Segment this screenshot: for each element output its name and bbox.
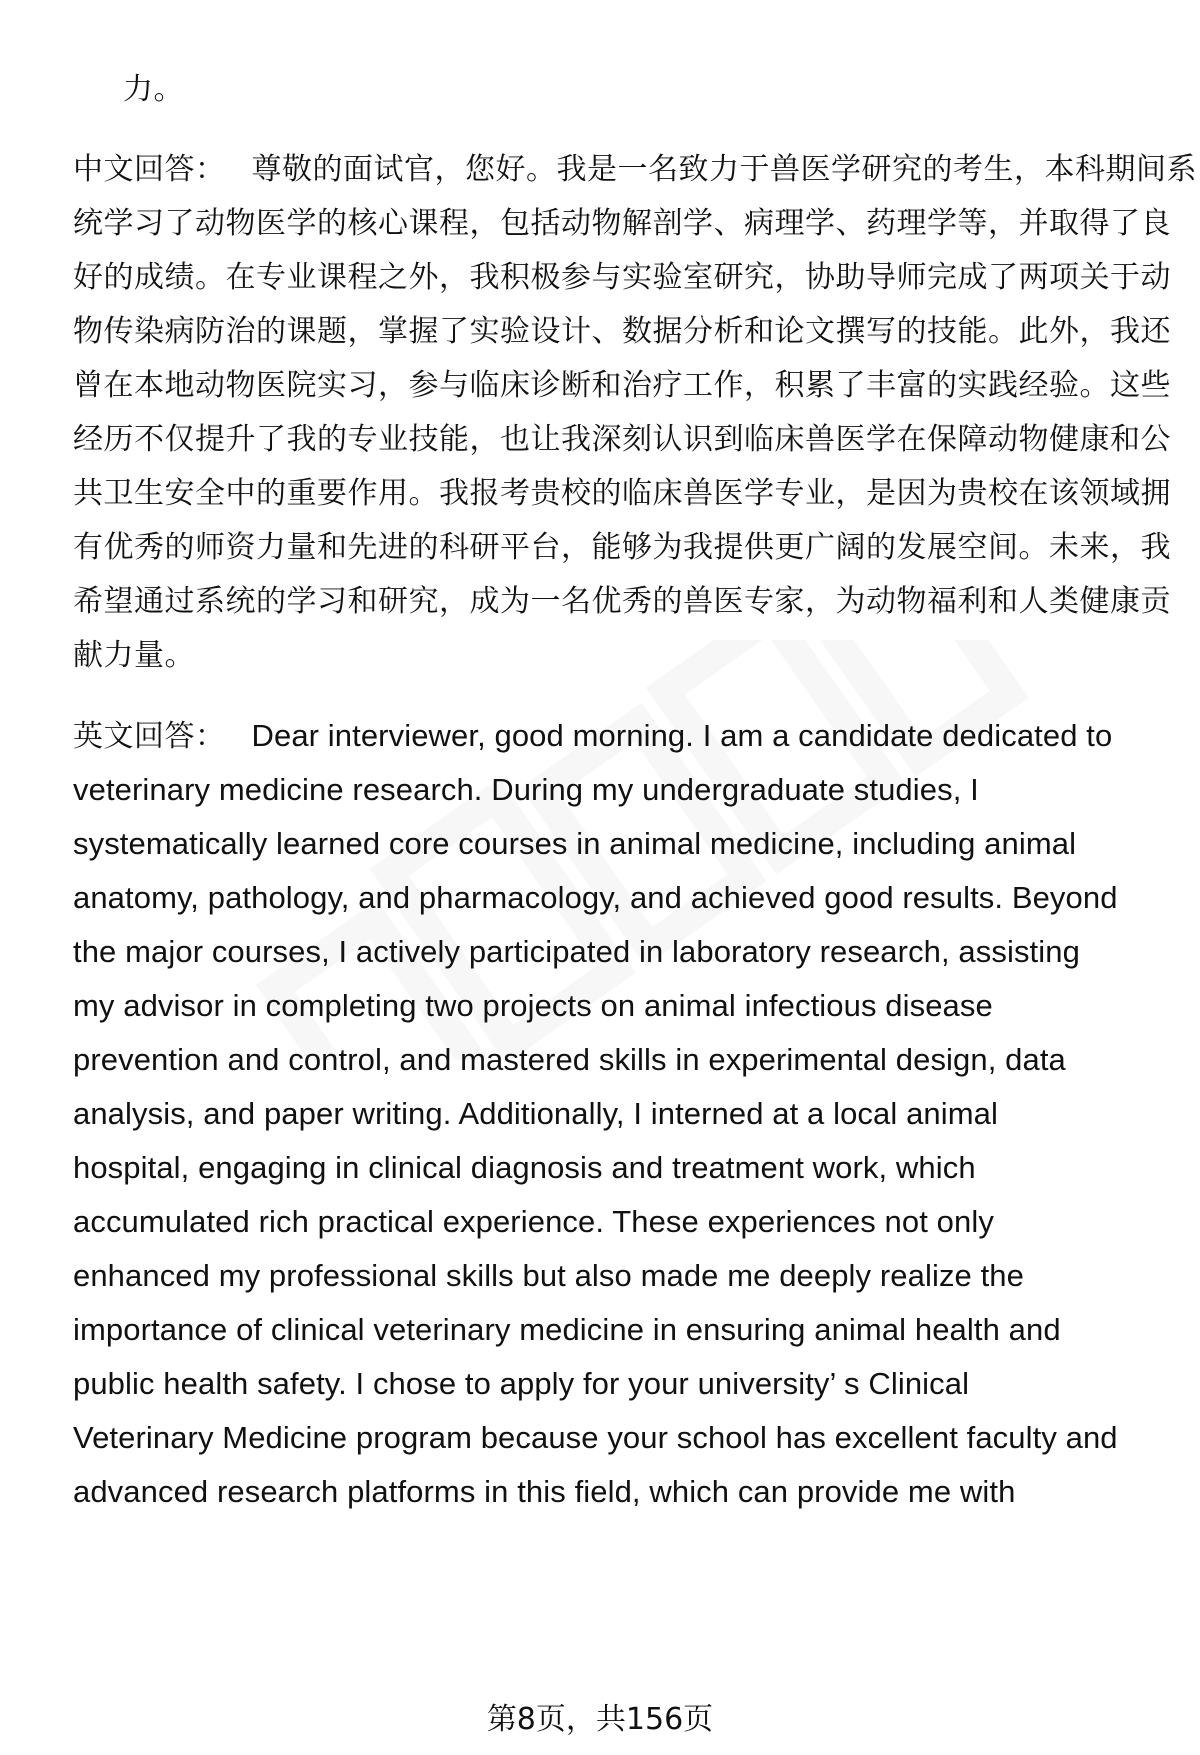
chinese-answer-line: 共卫生安全中的重要作用。我报考贵校的临床兽医学专业，是因为贵校在该领域拥 bbox=[73, 476, 1171, 511]
chinese-answer-line: 经历不仅提升了我的专业技能，也让我深刻认识到临床兽医学在保障动物健康和公 bbox=[73, 422, 1171, 457]
english-answer-line: advanced research platforms in this field, which can provide me with bbox=[73, 1474, 1016, 1509]
english-answer-line: prevention and control, and mastered skills in experimental design, data bbox=[73, 1042, 1066, 1077]
chinese-answer-line bbox=[73, 150, 1197, 190]
continuation-text: 力。 bbox=[123, 72, 184, 107]
english-answer-line: Veterinary Medicine program because your school has excellent faculty and bbox=[73, 1420, 1118, 1455]
chinese-answer-text: 尊敬的面试官，您好。我是一名致力于兽医学研究的考生，本科期间系 bbox=[251, 152, 1197, 187]
english-answer-line: hospital, engaging in clinical diagnosis and treatment work, which bbox=[73, 1150, 976, 1185]
page-number-footer: 第8页，共156页 bbox=[486, 1702, 714, 1737]
english-answer-line: enhanced my professional skills but also made me deeply realize the bbox=[73, 1258, 1024, 1293]
english-answer-line: importance of clinical veterinary medicine in ensuring animal health and bbox=[73, 1312, 1061, 1347]
chinese-answer-line: 统学习了动物医学的核心课程，包括动物解剖学、病理学、药理学等，并取得了良 bbox=[73, 206, 1171, 241]
english-answer-line: my advisor in completing two projects on animal infectious disease bbox=[73, 988, 993, 1023]
chinese-answer-line: 曾在本地动物医院实习，参与临床诊断和治疗工作，积累了丰富的实践经验。这些 bbox=[73, 368, 1171, 403]
english-answer-line: the major courses, I actively participated in laboratory research, assisting bbox=[73, 934, 1080, 969]
english-answer-line: anatomy, pathology, and pharmacology, and achieved good results. Beyond bbox=[73, 880, 1118, 915]
chinese-answer-label: 中文回答： bbox=[73, 152, 226, 187]
chinese-answer-line: 希望通过系统的学习和研究，成为一名优秀的兽医专家，为动物福利和人类健康贡 bbox=[73, 584, 1171, 619]
english-answer-line: public health safety. I chose to apply for your university’ s Clinical bbox=[73, 1366, 970, 1401]
english-answer-line bbox=[73, 716, 1112, 757]
english-answer-text: Dear interviewer, good morning. I am a candidate dedicated to bbox=[251, 718, 1113, 753]
english-answer-line: accumulated rich practical experience. These experiences not only bbox=[73, 1204, 994, 1239]
english-answer-line: veterinary medicine research. During my undergraduate studies, I bbox=[73, 772, 979, 807]
chinese-answer-line: 献力量。 bbox=[73, 638, 195, 673]
chinese-answer-line: 好的成绩。在专业课程之外，我积极参与实验室研究，协助导师完成了两项关于动 bbox=[73, 260, 1171, 295]
english-answer-line: analysis, and paper writing. Additionally, I interned at a local animal bbox=[73, 1096, 998, 1131]
english-answer-label: 英文回答： bbox=[73, 720, 226, 753]
english-answer-line: systematically learned core courses in animal medicine, including animal bbox=[73, 826, 1077, 861]
chinese-answer-line: 有优秀的师资力量和先进的科研平台，能够为我提供更广阔的发展空间。未来，我 bbox=[73, 530, 1171, 565]
chinese-answer-line: 物传染病防治的课题，掌握了实验设计、数据分析和论文撰写的技能。此外，我还 bbox=[73, 314, 1171, 349]
